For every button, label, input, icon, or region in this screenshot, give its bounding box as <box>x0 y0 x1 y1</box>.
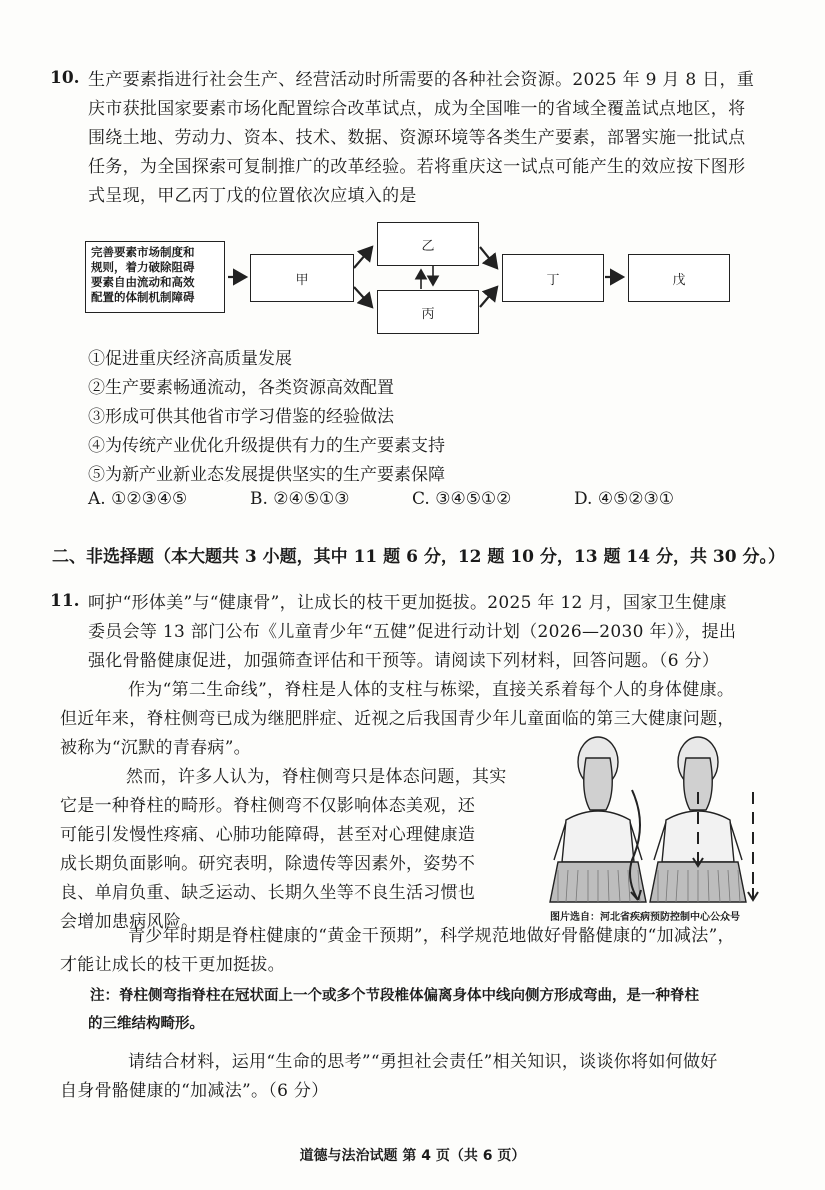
scoliosis-illustration <box>548 730 768 925</box>
choice-a[interactable]: A. ①②③④⑤ <box>88 489 188 509</box>
q11-intro-line: 呵护“形体美”与“健康骨”，让成长的枝干更加挺拔。2025 年 12 月，国家卫生健康 <box>88 593 727 613</box>
q10-line: 围绕土地、劳动力、资本、技术、数据、资源环境等各类生产要素，部署实施一批试点 <box>88 128 746 148</box>
question-line: 自身骨骼健康的“加减法”。（6 分） <box>60 1081 329 1101</box>
material-line: 成长期负面影响。研究表明，除遗传等因素外，姿势不 <box>60 854 476 874</box>
image-caption: 图片选自：河北省疾病预防控制中心公众号 <box>550 912 740 923</box>
statement-item: ④为传统产业优化升级提供有力的生产要素支持 <box>88 436 445 456</box>
lead-line: 规则，着力破除阻碍 <box>91 260 195 274</box>
lead-line: 配置的体制机制障碍 <box>91 290 195 304</box>
material-line: 但近年来，脊柱侧弯已成为继肥胖症、近视之后我国青少年儿童面临的第三大健康问题， <box>60 709 735 729</box>
statement-item: ③形成可供其他省市学习借鉴的经验做法 <box>88 407 394 427</box>
material-line: 才能让成长的枝干更加挺拔。 <box>60 955 285 975</box>
choice-c[interactable]: C. ③④⑤①② <box>412 489 512 509</box>
page-footer: 道德与法治试题 第 4 页（共 6 页） <box>299 1148 526 1164</box>
diagram-arrows <box>0 0 825 350</box>
arrow-jia-to-bing <box>354 287 372 307</box>
lead-line: 完善要素市场制度和 <box>91 245 195 259</box>
material-paragraph-3 <box>60 922 790 980</box>
choice-b[interactable]: B. ②④⑤①③ <box>250 489 350 509</box>
q10-number: 10. <box>50 68 80 88</box>
material-paragraph-2 <box>60 763 540 937</box>
q10-statements <box>88 345 688 490</box>
material-line: 青少年时期是脊柱健康的“黄金干预期”，科学规范地做好骨骼健康的“加减法”， <box>128 926 735 946</box>
diagram-box-jia: 甲 <box>250 254 354 302</box>
q10-line: 庆市获批国家要素市场化配置综合改革试点，成为全国唯一的省域全覆盖试点地区，将 <box>88 99 746 119</box>
section-title: 二、非选择题（本大题共 3 小题，其中 11 题 6 分，12 题 10 分，13 题 14 分，共 30 分。） <box>52 547 785 567</box>
statement-item: ②生产要素畅通流动，各类资源高效配置 <box>88 378 394 398</box>
q10-line: 生产要素指进行社会生产、经营活动时所需要的各种社会资源。2025 年 9 月 8 日，重 <box>88 70 755 90</box>
arrow-bing-to-ding <box>480 287 497 307</box>
q11-number: 11. <box>50 591 80 611</box>
statement-item: ①促进重庆经济高质量发展 <box>88 349 292 369</box>
q11-intro-line: 委员会等 13 部门公布《儿童青少年“五健”促进行动计划（2026—2030 年）》，提出 <box>88 622 737 642</box>
question-line: 请结合材料，运用“生命的思考”“勇担社会责任”相关知识，谈谈你将如何做好 <box>128 1052 718 1072</box>
material-line: 作为“第二生命线”，脊柱是人体的支柱与栋梁，直接关系着每个人的身体健康。 <box>128 680 735 700</box>
diagram-box-ding: 丁 <box>502 254 604 302</box>
q10-line: 式呈现，甲乙丙丁戊的位置依次应填入的是 <box>88 186 417 206</box>
q11-intro-line: 强化骨骼健康促进，加强筛查评估和干预等。请阅读下列材料，回答问题。（6 分） <box>88 651 720 671</box>
arrow-yi-to-ding <box>480 247 497 268</box>
diagram-box-bing: 丙 <box>377 290 479 334</box>
figure-curved-spine <box>550 737 646 902</box>
material-line: 被称为“沉默的青春病”。 <box>60 738 251 758</box>
q11-question <box>60 1048 790 1106</box>
note <box>90 982 790 1038</box>
note-line: 的三维结构畸形。 <box>88 1015 204 1032</box>
material-line: 然而，许多人认为，脊柱侧弯只是体态问题，其实 <box>126 767 507 787</box>
q10-line: 任务，为全国探索可复制推广的改革经验。若将重庆这一试点可能产生的效应按下图形 <box>88 157 746 177</box>
diagram-box-wu: 戊 <box>628 254 730 302</box>
choice-d[interactable]: D. ④⑤②③① <box>574 489 675 509</box>
statement-item: ⑤为新产业新业态发展提供坚实的生产要素保障 <box>88 465 445 485</box>
lead-line: 要素自由流动和高效 <box>91 275 195 289</box>
material-line: 可能引发慢性疼痛、心肺功能障碍，甚至对心理健康造 <box>60 825 476 845</box>
flow-diagram <box>0 0 825 350</box>
figures-image <box>548 730 768 905</box>
material-line: 会增加患病风险。 <box>60 912 199 932</box>
note-line: 注：脊柱侧弯指脊柱在冠状面上一个或多个节段椎体偏离身体中线向侧方形成弯曲，是一种脊柱 <box>90 987 699 1004</box>
material-line: 良、单肩负重、缺乏运动、长期久坐等不良生活习惯也 <box>60 883 476 903</box>
q11-intro <box>88 589 788 676</box>
arrow-jia-to-yi <box>354 247 372 268</box>
diagram-box-yi: 乙 <box>377 222 479 266</box>
material-line: 它是一种脊柱的畸形。脊柱侧弯不仅影响体态美观，还 <box>60 796 476 816</box>
